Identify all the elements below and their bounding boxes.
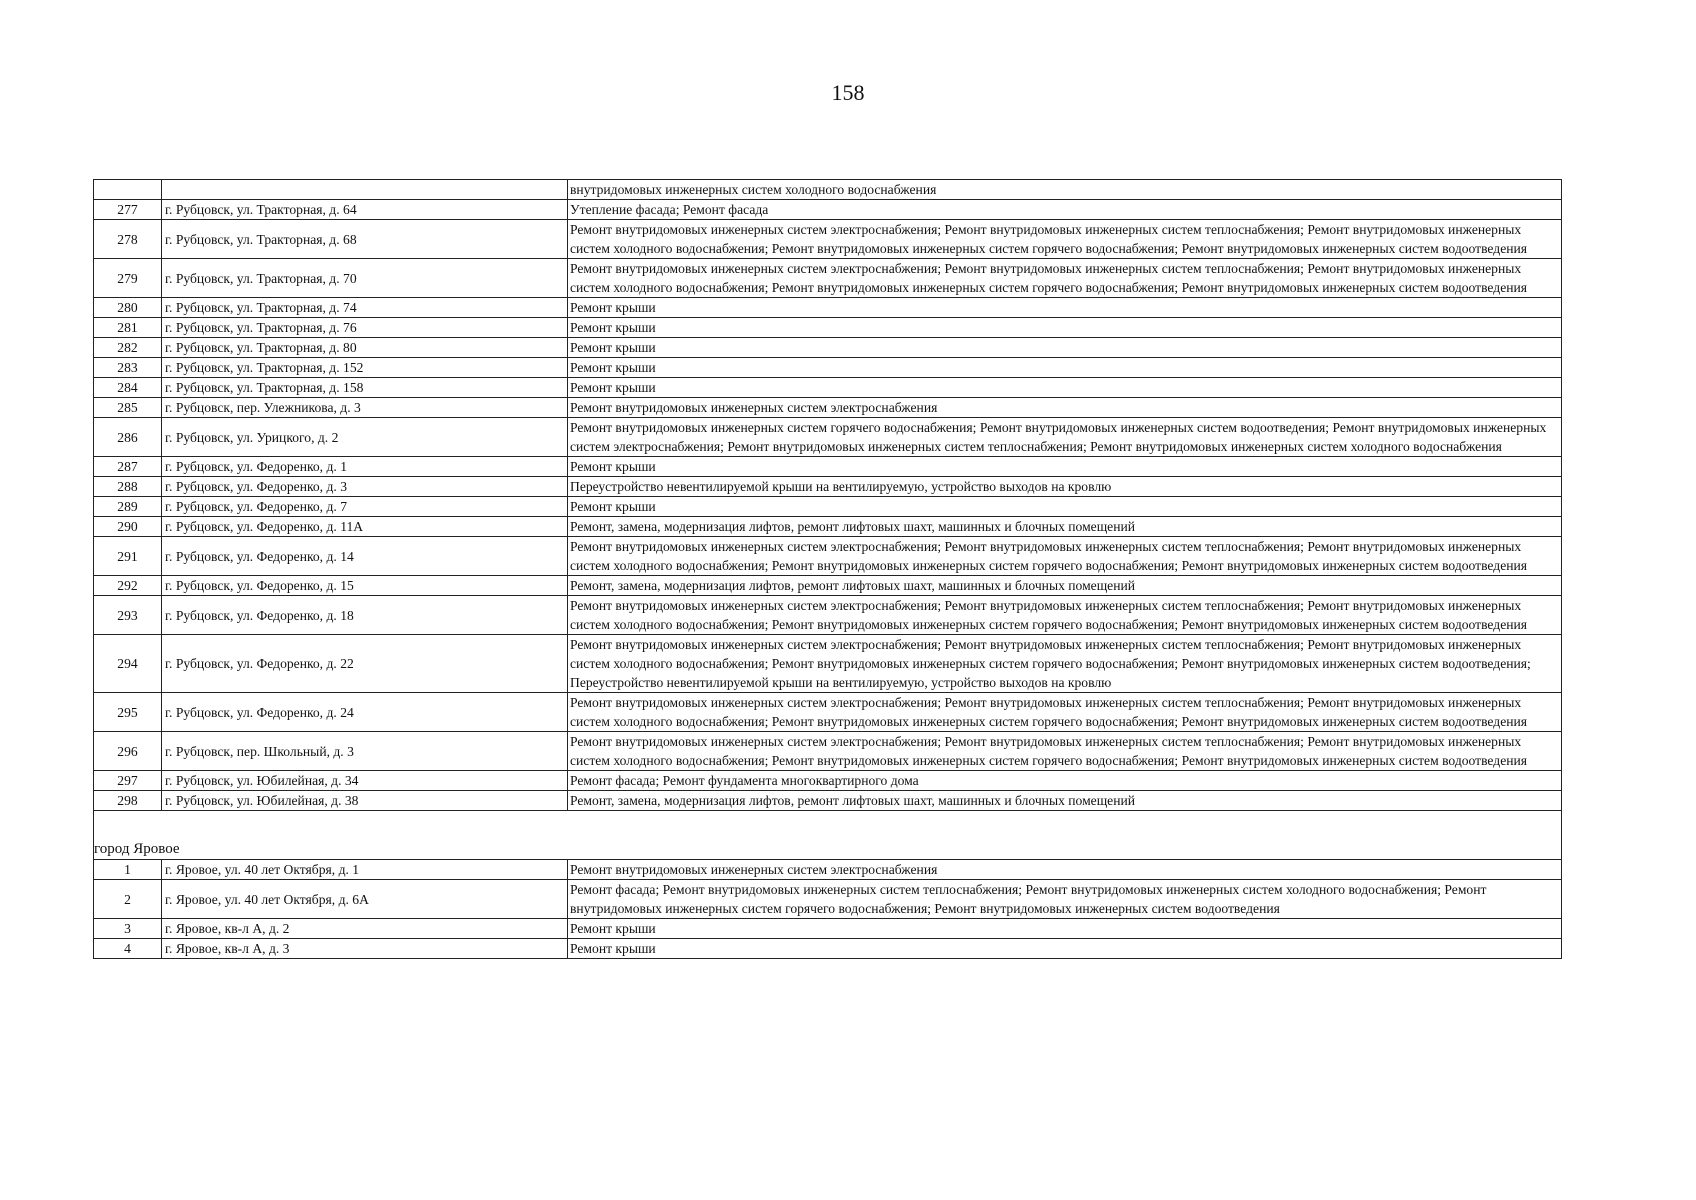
row-address: г. Рубцовск, ул. Федоренко, д. 3	[162, 477, 568, 497]
row-number: 294	[94, 635, 162, 693]
row-number: 296	[94, 732, 162, 771]
table-row	[94, 939, 1562, 959]
row-work-description: Ремонт, замена, модернизация лифтов, ремонт лифтовых шахт, машинных и блочных помещений	[568, 517, 1562, 537]
row-address: г. Яровое, ул. 40 лет Октября, д. 1	[162, 860, 568, 880]
table-row	[94, 596, 1562, 635]
row-work-description: Ремонт, замена, модернизация лифтов, ремонт лифтовых шахт, машинных и блочных помещений	[568, 791, 1562, 811]
table-row	[94, 398, 1562, 418]
row-address: г. Рубцовск, ул. Федоренко, д. 14	[162, 537, 568, 576]
row-address	[162, 180, 568, 200]
section-title-row	[94, 839, 1562, 860]
row-address: г. Рубцовск, ул. Тракторная, д. 152	[162, 358, 568, 378]
row-address: г. Рубцовск, ул. Тракторная, д. 64	[162, 200, 568, 220]
row-number: 280	[94, 298, 162, 318]
row-address: г. Рубцовск, ул. Тракторная, д. 80	[162, 338, 568, 358]
table-row	[94, 880, 1562, 919]
row-number: 283	[94, 358, 162, 378]
page-number: 158	[831, 80, 865, 105]
row-number: 4	[94, 939, 162, 959]
row-address: г. Рубцовск, ул. Федоренко, д. 11А	[162, 517, 568, 537]
row-number: 285	[94, 398, 162, 418]
row-address: г. Рубцовск, ул. Тракторная, д. 158	[162, 378, 568, 398]
table-row	[94, 537, 1562, 576]
row-number: 298	[94, 791, 162, 811]
row-address: г. Рубцовск, ул. Федоренко, д. 18	[162, 596, 568, 635]
row-work-description: Ремонт внутридомовых инженерных систем электроснабжения	[568, 398, 1562, 418]
table-row	[94, 200, 1562, 220]
row-work-description: Ремонт крыши	[568, 298, 1562, 318]
row-address: г. Рубцовск, ул. Юбилейная, д. 34	[162, 771, 568, 791]
row-address: г. Рубцовск, ул. Федоренко, д. 7	[162, 497, 568, 517]
row-number: 292	[94, 576, 162, 596]
row-address: г. Рубцовск, ул. Федоренко, д. 22	[162, 635, 568, 693]
row-address: г. Рубцовск, ул. Тракторная, д. 76	[162, 318, 568, 338]
row-address: г. Рубцовск, ул. Урицкого, д. 2	[162, 418, 568, 457]
row-work-description: Ремонт крыши	[568, 358, 1562, 378]
table-row	[94, 732, 1562, 771]
table-row	[94, 771, 1562, 791]
row-address: г. Рубцовск, пер. Улежникова, д. 3	[162, 398, 568, 418]
row-work-description: Ремонт внутридомовых инженерных систем электроснабжения; Ремонт внутридомовых инженерных систем теплоснабжения; Ремонт внутридомовых инженерных систем холодного водоснабжения; Ремонт внутридомовых инженерных систем горячего водоснабжения; Ремонт внутридомовых инженерных систем водоотведения	[568, 220, 1562, 259]
row-address: г. Рубцовск, ул. Тракторная, д. 68	[162, 220, 568, 259]
row-work-description: Ремонт крыши	[568, 457, 1562, 477]
table-row	[94, 791, 1562, 811]
row-address: г. Рубцовск, ул. Федоренко, д. 15	[162, 576, 568, 596]
table-row	[94, 635, 1562, 693]
table-row	[94, 418, 1562, 457]
row-work-description: Ремонт внутридомовых инженерных систем горячего водоснабжения; Ремонт внутридомовых инженерных систем водоотведения; Ремонт внутридомовых инженерных систем электроснабжения; Ремонт внутридомовых инженерных систем теплоснабжения; Ремонт внутридомовых инженерных систем холодного водоснабжения	[568, 418, 1562, 457]
row-number: 282	[94, 338, 162, 358]
row-number: 290	[94, 517, 162, 537]
row-number: 289	[94, 497, 162, 517]
row-number: 279	[94, 259, 162, 298]
table-row	[94, 860, 1562, 880]
table-row	[94, 693, 1562, 732]
table-row	[94, 457, 1562, 477]
row-number: 288	[94, 477, 162, 497]
table-row	[94, 497, 1562, 517]
row-number: 287	[94, 457, 162, 477]
row-work-description: Ремонт крыши	[568, 497, 1562, 517]
row-number: 3	[94, 919, 162, 939]
row-work-description: Ремонт внутридомовых инженерных систем электроснабжения; Ремонт внутридомовых инженерных систем теплоснабжения; Ремонт внутридомовых инженерных систем холодного водоснабжения; Ремонт внутридомовых инженерных систем горячего водоснабжения; Ремонт внутридомовых инженерных систем водоотведения	[568, 693, 1562, 732]
row-address: г. Рубцовск, ул. Федоренко, д. 24	[162, 693, 568, 732]
row-work-description: Ремонт внутридомовых инженерных систем электроснабжения; Ремонт внутридомовых инженерных систем теплоснабжения; Ремонт внутридомовых инженерных систем холодного водоснабжения; Ремонт внутридомовых инженерных систем горячего водоснабжения; Ремонт внутридомовых инженерных систем водоотведения	[568, 596, 1562, 635]
row-work-description: внутридомовых инженерных систем холодного водоснабжения	[568, 180, 1562, 200]
table-row	[94, 517, 1562, 537]
row-work-description: Ремонт внутридомовых инженерных систем электроснабжения; Ремонт внутридомовых инженерных систем теплоснабжения; Ремонт внутридомовых инженерных систем холодного водоснабжения; Ремонт внутридомовых инженерных систем горячего водоснабжения; Ремонт внутридомовых инженерных систем водоотведения	[568, 537, 1562, 576]
row-work-description: Ремонт внутридомовых инженерных систем электроснабжения; Ремонт внутридомовых инженерных систем теплоснабжения; Ремонт внутридомовых инженерных систем холодного водоснабжения; Ремонт внутридомовых инженерных систем горячего водоснабжения; Ремонт внутридомовых инженерных систем водоотведения	[568, 732, 1562, 771]
row-address: г. Рубцовск, ул. Тракторная, д. 70	[162, 259, 568, 298]
row-work-description: Ремонт крыши	[568, 318, 1562, 338]
row-number: 293	[94, 596, 162, 635]
row-number: 277	[94, 200, 162, 220]
row-number: 295	[94, 693, 162, 732]
row-work-description: Ремонт внутридомовых инженерных систем электроснабжения; Ремонт внутридомовых инженерных систем теплоснабжения; Ремонт внутридомовых инженерных систем холодного водоснабжения; Ремонт внутридомовых инженерных систем горячего водоснабжения; Ремонт внутридомовых инженерных систем водоотведения	[568, 259, 1562, 298]
table-row	[94, 338, 1562, 358]
table-body	[94, 180, 1562, 959]
row-work-description: Ремонт крыши	[568, 919, 1562, 939]
table-row	[94, 477, 1562, 497]
row-number: 286	[94, 418, 162, 457]
table-row	[94, 259, 1562, 298]
table-row	[94, 576, 1562, 596]
row-number: 297	[94, 771, 162, 791]
section-spacer	[94, 811, 1562, 840]
row-address: г. Яровое, кв-л А, д. 3	[162, 939, 568, 959]
table-row	[94, 919, 1562, 939]
row-number: 284	[94, 378, 162, 398]
row-number: 291	[94, 537, 162, 576]
table-row	[94, 378, 1562, 398]
row-work-description: Ремонт крыши	[568, 338, 1562, 358]
row-work-description: Ремонт внутридомовых инженерных систем электроснабжения	[568, 860, 1562, 880]
row-work-description: Ремонт крыши	[568, 939, 1562, 959]
row-number: 2	[94, 880, 162, 919]
row-address: г. Рубцовск, пер. Школьный, д. 3	[162, 732, 568, 771]
row-address: г. Яровое, ул. 40 лет Октября, д. 6А	[162, 880, 568, 919]
row-address: г. Рубцовск, ул. Федоренко, д. 1	[162, 457, 568, 477]
row-work-description: Утепление фасада; Ремонт фасада	[568, 200, 1562, 220]
row-work-description: Ремонт крыши	[568, 378, 1562, 398]
row-address: г. Рубцовск, ул. Юбилейная, д. 38	[162, 791, 568, 811]
row-number	[94, 180, 162, 200]
table-row	[94, 220, 1562, 259]
table-row	[94, 358, 1562, 378]
row-address: г. Яровое, кв-л А, д. 2	[162, 919, 568, 939]
row-number: 278	[94, 220, 162, 259]
row-number: 281	[94, 318, 162, 338]
section-spacer-row	[94, 811, 1562, 840]
row-work-description: Ремонт фасада; Ремонт фундамента многоквартирного дома	[568, 771, 1562, 791]
repair-schedule-table	[93, 179, 1562, 959]
row-address: г. Рубцовск, ул. Тракторная, д. 74	[162, 298, 568, 318]
table-row	[94, 298, 1562, 318]
row-work-description: Ремонт, замена, модернизация лифтов, ремонт лифтовых шахт, машинных и блочных помещений	[568, 576, 1562, 596]
row-work-description: Ремонт фасада; Ремонт внутридомовых инженерных систем теплоснабжения; Ремонт внутридомовых инженерных систем холодного водоснабжения; Ремонт внутридомовых инженерных систем горячего водоснабжения; Ремонт внутридомовых инженерных систем водоотведения	[568, 880, 1562, 919]
section-title: город Яровое	[94, 839, 1562, 860]
row-work-description: Ремонт внутридомовых инженерных систем электроснабжения; Ремонт внутридомовых инженерных систем теплоснабжения; Ремонт внутридомовых инженерных систем холодного водоснабжения; Ремонт внутридомовых инженерных систем горячего водоснабжения; Ремонт внутридомовых инженерных систем водоотведения; Переустройство невентилируемой крыши на вентилируемую, устройство выходов на кровлю	[568, 635, 1562, 693]
row-number: 1	[94, 860, 162, 880]
table-row	[94, 180, 1562, 200]
table-row	[94, 318, 1562, 338]
row-work-description: Переустройство невентилируемой крыши на вентилируемую, устройство выходов на кровлю	[568, 477, 1562, 497]
